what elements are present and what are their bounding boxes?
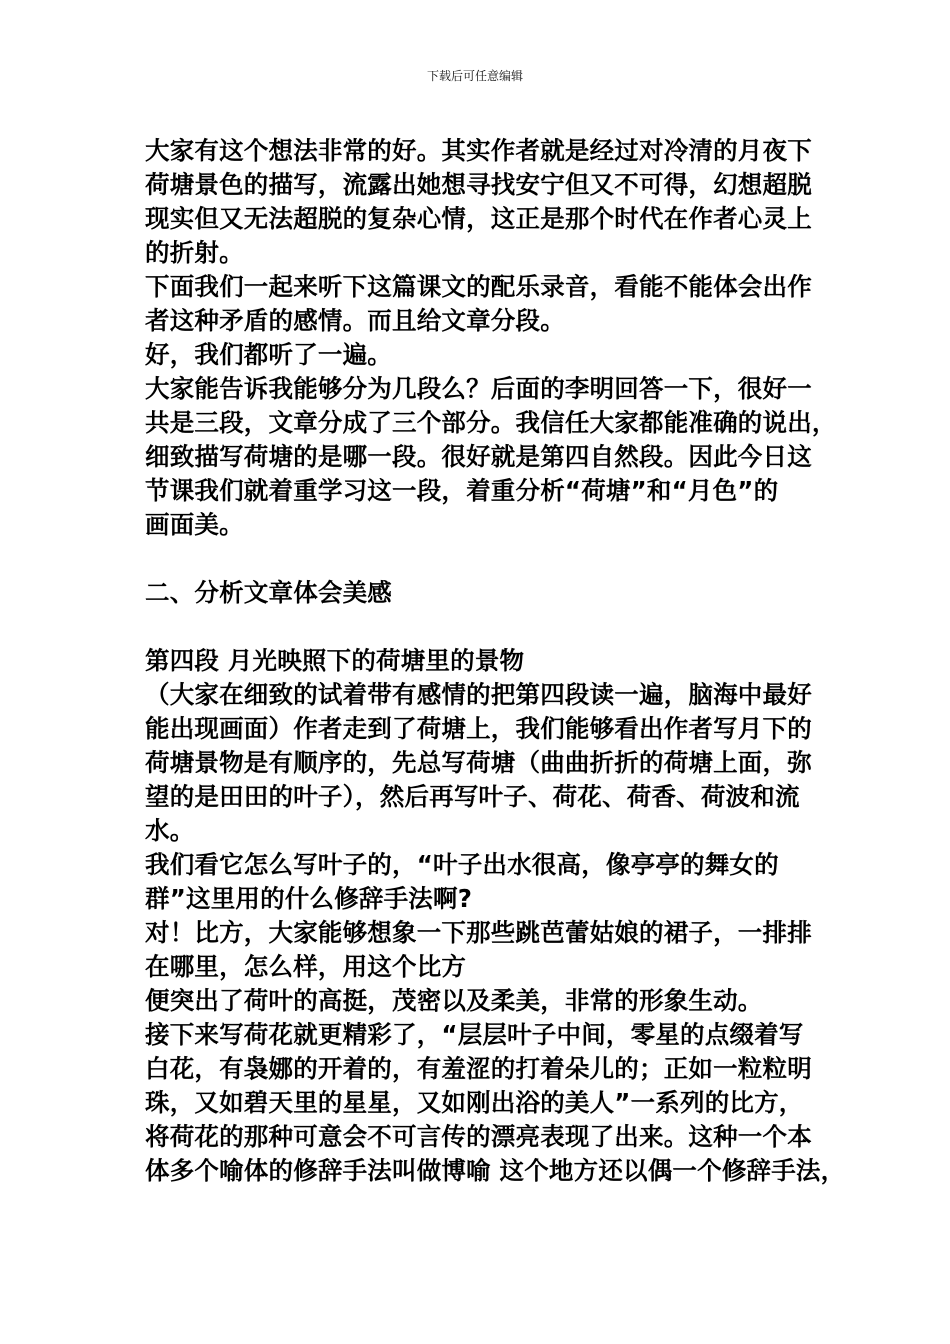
- text-line: 荷塘景色的描写，流露出她想寻找安宁但又不可得，幻想超脱: [145, 170, 812, 199]
- text-line: 群”这里用的什么修辞手法啊?: [145, 884, 473, 913]
- text-line: 大家能告诉我能够分为几段么？后面的李明回答一下，很好一: [145, 374, 812, 403]
- text-line: 细致描写荷塘的是哪一段。很好就是第四自然段。因此今日这: [145, 442, 812, 471]
- text-line: 在哪里，怎么样，用这个比方: [145, 952, 467, 981]
- text-line: 珠，又如碧天里的星星，又如刚出浴的美人”一系列的比方，: [145, 1088, 804, 1117]
- text-line: （大家在细致的试着带有感情的把第四段读一遍，脑海中最好: [145, 680, 812, 709]
- subsection-heading: 第四段 月光映照下的荷塘里的景物: [145, 646, 525, 675]
- text-line: 能出现画面）作者走到了荷塘上，我们能够看出作者写月下的: [145, 714, 812, 743]
- text-line: 现实但又无法超脱的复杂心情，这正是那个时代在作者心灵上: [145, 204, 812, 233]
- text-line: 体多个喻体的修辞手法叫做博喻 这个地方还以偶一个修辞手法，: [145, 1156, 846, 1185]
- text-line: 的折射。: [145, 238, 244, 267]
- blank-line: [145, 610, 811, 644]
- text-line: 画面美。: [145, 510, 244, 539]
- text-line: 大家有这个想法非常的好。其实作者就是经过对冷清的月夜下: [145, 136, 812, 165]
- text-line: 对！比方，大家能够想象一下那些跳芭蕾姑娘的裙子，一排排: [145, 918, 812, 947]
- text-line: 我们看它怎么写叶子的，“叶子出水很高，像亭亭的舞女的: [145, 850, 779, 879]
- body-text: [145, 134, 846, 1188]
- blank-line: [145, 542, 811, 576]
- text-line: 下面我们一起来听下这篇课文的配乐录音，看能不能体会出作: [145, 272, 812, 301]
- text-line: 望的是田田的叶子），然后再写叶子、荷花、荷香、荷波和流: [145, 782, 800, 811]
- text-line: 水。: [145, 816, 195, 845]
- text-line: 白花，有袅娜的开着的，有羞涩的打着朵儿的；正如一粒粒明: [145, 1054, 812, 1083]
- section-heading: 二、分析文章体会美感: [145, 578, 392, 607]
- text-line: 荷塘景物是有顺序的，先总写荷塘（曲曲折折的荷塘上面，弥: [145, 748, 812, 777]
- text-line: 好，我们都听了一遍。: [145, 340, 392, 369]
- text-line: 共是三段，文章分成了三个部分。我信任大家都能准确的说出，: [145, 408, 837, 437]
- text-line: 接下来写荷花就更精彩了，“层层叶子中间，零星的点缀着写: [145, 1020, 804, 1049]
- text-line: 者这种矛盾的感情。而且给文章分段。: [145, 306, 565, 335]
- text-line: 将荷花的那种可意会不可言传的漂亮表现了出来。这种一个本: [145, 1122, 812, 1151]
- text-line: 便突出了荷叶的高挺，茂密以及柔美，非常的形象生动。: [145, 986, 763, 1015]
- header-note: 下载后可任意编辑: [426, 69, 523, 83]
- text-line: 节课我们就着重学习这一段，着重分析“荷塘”和“月色”的: [145, 476, 779, 505]
